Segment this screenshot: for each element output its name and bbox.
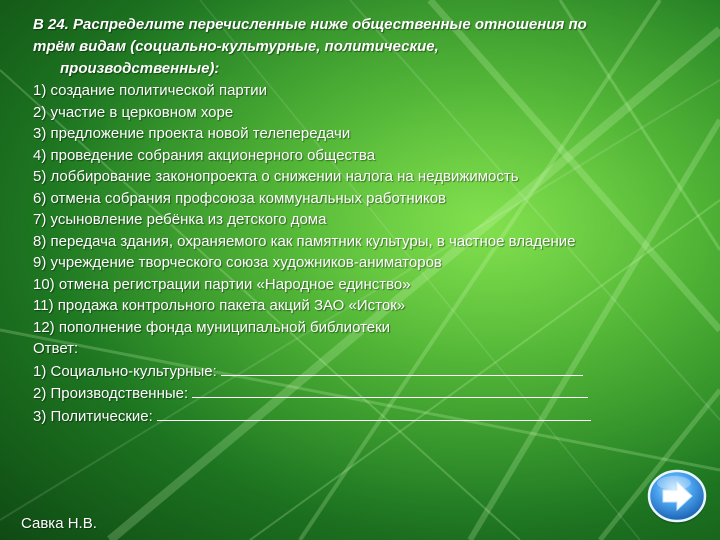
list-item: 9) учреждение творческого союза художников-аниматоров bbox=[33, 254, 442, 271]
list-item: 10) отмена регистрации партии «Народное единство» bbox=[33, 275, 411, 293]
relations-list bbox=[33, 80, 713, 338]
list-item: 1) создание политической партии bbox=[33, 82, 268, 99]
answer-blank-political[interactable] bbox=[157, 405, 591, 421]
right-arrow-icon bbox=[646, 468, 708, 526]
author-name: Савка Н.В. bbox=[21, 515, 97, 532]
answer-blank-production[interactable] bbox=[192, 382, 588, 398]
list-item: 3) предложение проекта новой телепередачи bbox=[33, 125, 351, 142]
answer-label: Ответ: bbox=[33, 340, 79, 357]
list-item: 8) передача здания, охраняемого как памятник культуры, в частное владение bbox=[33, 232, 576, 250]
slide-content bbox=[33, 14, 713, 427]
answer-row-production bbox=[33, 382, 713, 405]
task-title-line: производственные): bbox=[60, 60, 220, 77]
answer-row-political bbox=[33, 405, 713, 428]
answer-label-social-cultural: 1) Социально-культурные: bbox=[33, 362, 217, 380]
answer-label-production: 2) Производственные: bbox=[33, 385, 189, 402]
answer-label-political: 3) Политические: bbox=[33, 407, 153, 425]
task-title-line: трём видам (социально-культурные, политические, bbox=[33, 38, 439, 55]
list-item: 2) участие в церковном хоре bbox=[33, 103, 234, 121]
list-item: 4) проведение собрания акционерного общества bbox=[33, 146, 376, 164]
list-item: 7) усыновление ребёнка из детского дома bbox=[33, 211, 327, 228]
list-item: 6) отмена собрания профсоюза коммунальных работников bbox=[33, 189, 447, 207]
task-title-line: В 24. Распределите перечисленные ниже общественные отношения по bbox=[33, 16, 587, 33]
answer-blank-social-cultural[interactable] bbox=[221, 360, 583, 376]
list-item: 5) лоббирование законопроекта о снижении налога на недвижимость bbox=[33, 168, 519, 185]
task-title bbox=[33, 14, 713, 80]
list-item: 11) продажа контрольного пакета акций ЗАО «Исток» bbox=[33, 297, 406, 314]
next-slide-button[interactable] bbox=[646, 468, 708, 526]
list-item: 12) пополнение фонда муниципальной библиотеки bbox=[33, 318, 391, 336]
answer-row-social-cultural bbox=[33, 360, 713, 383]
